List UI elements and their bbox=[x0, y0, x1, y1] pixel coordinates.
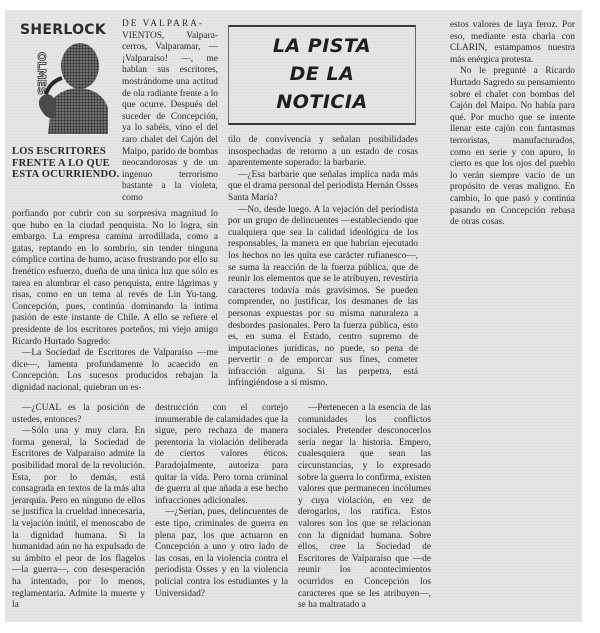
paragraph: —La Sociedad de Escritores de Valparaíso —me dice—, lamenta profundamente lo acaecido en Concepción. Los sucesos producidos rebajan la dignidad nacional, quiebran un es- bbox=[12, 348, 218, 393]
paragraph: VIENTOS, Valpara-cerros, Valparamar, — ¡Valparaíso! —, me hablan sus escritores, mostrándome una actitud de ola radiante frente a lo que ocurre. Después del suceder de Concepción, ya lo sabéis, vino el del raro chalet del Cajón del Maipo, parido de bombas neocandorosas y de un ingenuo terrorismo bastante a la violeta, como bbox=[122, 30, 218, 203]
section-title-box bbox=[228, 25, 416, 125]
section-title-line: DE LA bbox=[289, 63, 355, 85]
paragraph: DE VALPARA- bbox=[122, 19, 204, 29]
paragraph: —¿Serían, pues, delincuentes de este tipo, criminales de guerra en plena paz, los que actuaron en Concepción a uno y otro lado de las cosas, en la violencia contra el periodista Osses y en la violencia policial contra los estudiantes y la Universidad? bbox=[155, 507, 288, 599]
paragraph: —¿Esa barbarie que señalas implica nada más que el drama personal del periodista Hernán Osses Santa María? bbox=[228, 169, 418, 203]
paragraph: —Pertenecen a la esencia de las comunidades los conflictos sociales. Pretender desconocerlos sería negar la historia. Empero, cualesquiera que sean las circunstancias, y lo expresado sobre la guerra lo confirma, existen valores que permanecen incólumes y cuya violación, en vez de derogarlos, los ratifica. Estos valores son los que se relacionan con la dignidad humana. Sobre ellos, cree la Sociedad de Escritores de Valparaíso que —de reunir los acontecimientos ocurridos en Concepción los caracteres que se les atribuyen—, se ha maltratado a bbox=[298, 403, 431, 611]
section-title-line: LA PISTA bbox=[272, 35, 372, 57]
paragraph: —Sólo una y muy clara. En forma general, la Sociedad de Escritores de Valparaíso admite la posibilidad moral de la revolución. Esta, por lo demás, está consagrada en textos de la más alta jerarquía. Pero en ninguno de ellos se justifica la crueldad innecesaria, la vejación inútil, el menoscabo de la dignidad humana. Si la humanidad aún no ha expulsado de su ámbito el peor de los flagelos —la guerra—, con desesperación ha intentado, por lo menos, reglamentaria. Admite la muerte y la bbox=[12, 426, 145, 611]
logo-title: SHERLOCK bbox=[20, 22, 106, 38]
column-bottom-3 bbox=[298, 403, 431, 612]
column-top-right bbox=[450, 20, 575, 229]
paragraph: destrucción con el cortejo innumerable de calamidades que la sigue, pero rechaza de manera perentoria la violación deliberada de ciertos valores éticos. Paradojalmente, autoriza para quitar la vida. Pero torna criminal de guerra al que añada a ese hecho infracciones adicionales. bbox=[155, 403, 288, 506]
paragraph: porfiando por cubrir con su sorpresiva magnitud lo que hubo en la ciudad penquista. No lo logra, sin embargo. La empresa camina arrodillada, como a gatas, reptando en lo sombrío, sin tender ninguna cómplice cortina de humo, acaso frustrando por ello su frenético esfuerzo, dueña de una única luz que sólo es tarea en alumbrar el caso penquista, entre lágrimas y risas, como en un tema al revés de Lin Yu-tang. Concepción, pues, continúa dominando la íntima pasión de este instante de Chile. A ello se refiere el presidente de los escritores porteños, mi viejo amigo Ricardo Hurtado Sagredo: bbox=[12, 209, 218, 347]
left-article-block bbox=[12, 19, 218, 395]
left-top-area bbox=[12, 19, 218, 205]
paragraph: tilo de convivencia y señalan posibilidades insospechadas de retorno a un estado de cosas aparentemente superado: la barbarie. bbox=[228, 135, 418, 169]
pipe-smoker-portrait-icon bbox=[18, 38, 108, 134]
section-title-line: NOTICIA bbox=[276, 91, 368, 113]
column-bottom-1 bbox=[12, 403, 145, 612]
column-top-center bbox=[228, 135, 418, 390]
column-top-left bbox=[12, 209, 218, 395]
center-article-block bbox=[228, 25, 418, 390]
column-top-narrow bbox=[122, 19, 218, 205]
bottom-columns bbox=[12, 403, 432, 612]
paragraph: —¿CUAL es la posición de ustedes, entonces? bbox=[12, 403, 145, 425]
paragraph: estos valores de laya feroz. Por eso, mediante esta charla con CLARIN, estampamos nuestra más enérgica protesta. bbox=[450, 20, 575, 65]
paragraph: —No, desde luego. A la vejación del periodista por un grupo de delincuentes —estableciendo que cualquiera que sea la calidad ideológica de los responsables, la manera en que habrían ejecutado los hechos no les quita ese carácter rufianesco—, se suma la reacción de la fuerza pública, que de reunir los elementos que se le atribuyen, revestiría caracteres todavía más gravísimos. Se pueden comprender, no justificar, los desmanes de las personas expuestas por su misma naturaleza a desbordes pasionales. Pero la fuerza pública, esto es, en suma el Estado, centro supremo de imputaciones jurídicas, no puede, so pena de pervertir o de emporcar sus fines, cometer infracción alguna. Si las perpetra, está infringiéndose a sí mismo. bbox=[228, 204, 418, 389]
column-bottom-2 bbox=[155, 403, 288, 600]
article-headline: LOS ESCRITORES FRENTE A LO QUE ESTA OCURRIENDO. bbox=[12, 146, 120, 180]
paragraph: No le pregunté a Ricardo Hurtado Sagredo su pensamiento sobre el chalet con bombas del Cajón del Maipo. No había para qué. Por mucho que se intente llenar este cajón con fantasmas terroristas, manufacturados, como en serie y con apuro, lo cierto es que los ojos del pueblo lo verán siempre vacío de un propósito de veras maligno. En cambio, lo que pasó y continúa pasando en Concepción rebasa de otras cosas. bbox=[450, 66, 575, 228]
logo-smoke-text: OLMES bbox=[35, 52, 48, 95]
sherlock-logo bbox=[18, 22, 108, 134]
